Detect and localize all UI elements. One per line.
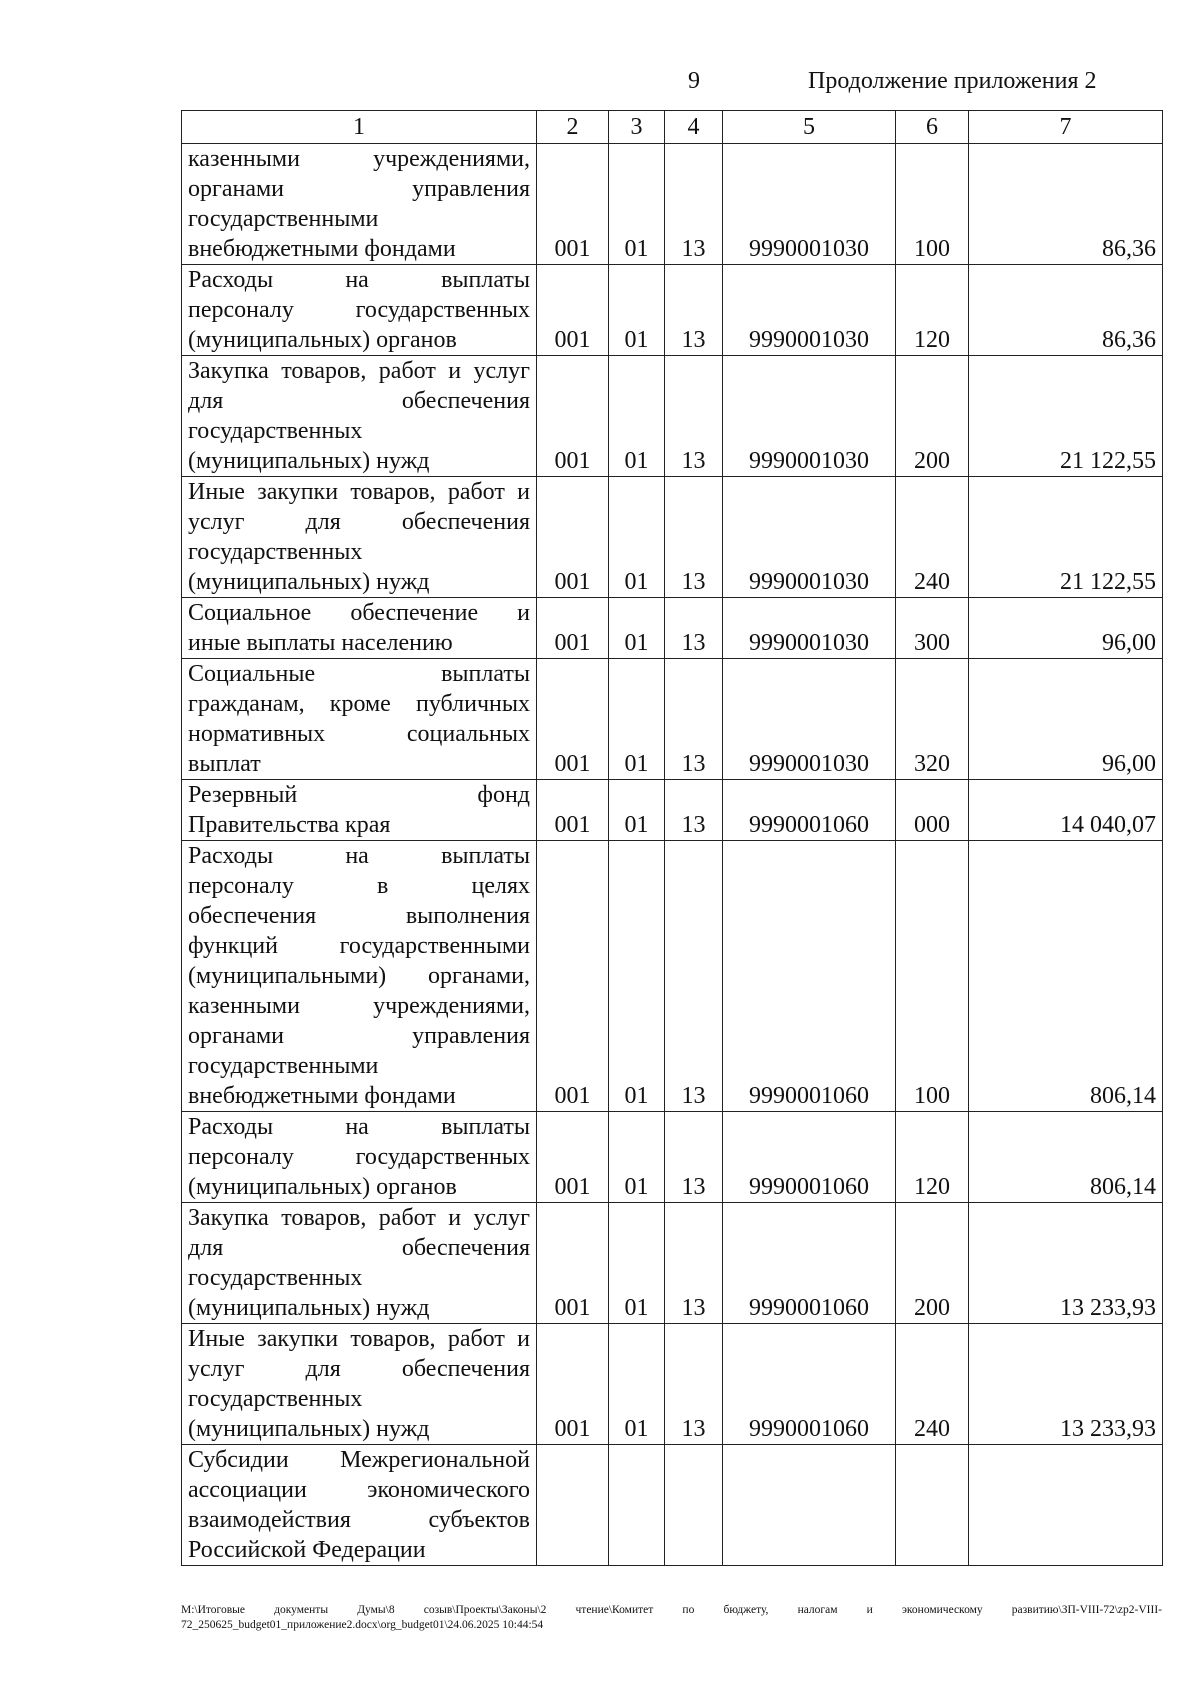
expense-name-line: государственных: [188, 1386, 363, 1412]
column-header: 4: [665, 111, 723, 144]
target-article-cell: 9990001060: [723, 1112, 896, 1203]
column-header: 3: [609, 111, 665, 144]
ministry-code-cell: 001: [537, 356, 609, 477]
subsection-code-cell: 13: [665, 1112, 723, 1203]
amount-cell: 96,00: [969, 598, 1163, 659]
expense-name-line: (муниципальных) нужд: [188, 448, 430, 474]
table-row: [182, 659, 1163, 780]
expense-name-line: Расходы на выплаты: [188, 1114, 530, 1140]
ministry-code-cell: 001: [537, 1203, 609, 1324]
subsection-code-cell: 13: [665, 598, 723, 659]
amount-cell: 13 233,93: [969, 1203, 1163, 1324]
expense-name-line: внебюджетными фондами: [188, 236, 456, 262]
expense-name-line: персоналу государственных: [188, 297, 530, 323]
target-article-cell: 9990001060: [723, 841, 896, 1112]
expense-name-line: (муниципальных) нужд: [188, 1416, 430, 1442]
expense-type-cell: 300: [896, 598, 969, 659]
expense-name-line: гражданам, кроме публичных: [188, 691, 530, 717]
subsection-code-cell: 13: [665, 144, 723, 265]
section-code-cell: 01: [609, 356, 665, 477]
table-header-row: [182, 111, 1163, 144]
amount-cell: 21 122,55: [969, 477, 1163, 598]
subsection-code-cell: 13: [665, 780, 723, 841]
table-row: [182, 144, 1163, 265]
expense-name-cell: [182, 1324, 537, 1445]
subsection-code-cell: 13: [665, 477, 723, 598]
ministry-code-cell: 001: [537, 598, 609, 659]
expense-name-line: услуг для обеспечения: [188, 509, 530, 535]
subsection-code-cell: 13: [665, 1203, 723, 1324]
section-code-cell: 01: [609, 659, 665, 780]
subsection-code-cell: 13: [665, 265, 723, 356]
target-article-cell: 9990001030: [723, 477, 896, 598]
section-code-cell: 01: [609, 144, 665, 265]
expense-name-line: персоналу государственных: [188, 1144, 530, 1170]
expense-name-line: казенными учреждениями,: [188, 993, 530, 1019]
page-number: 9: [688, 68, 700, 94]
expense-name-cell: [182, 1203, 537, 1324]
expense-name-line: выплат: [188, 751, 261, 777]
section-code-cell: 01: [609, 780, 665, 841]
target-article-cell: 9990001060: [723, 1203, 896, 1324]
expense-type-cell: 200: [896, 356, 969, 477]
ministry-code-cell: 001: [537, 1324, 609, 1445]
ministry-code-cell: 001: [537, 144, 609, 265]
expense-type-cell: 100: [896, 144, 969, 265]
table-row: [182, 841, 1163, 1112]
expense-name-line: (муниципальными) органами,: [188, 963, 530, 989]
expense-name-line: Иные закупки товаров, работ и: [188, 479, 530, 505]
ministry-code-cell: 001: [537, 477, 609, 598]
expense-name-cell: [182, 477, 537, 598]
section-code-cell: 01: [609, 841, 665, 1112]
expense-name-line: ассоциации экономического: [188, 1477, 530, 1503]
ministry-code-cell: [537, 1445, 609, 1566]
expense-name-line: взаимодействия субъектов: [188, 1507, 530, 1533]
expense-name-line: Резервный фонд: [188, 782, 530, 808]
expense-name-line: иные выплаты населению: [188, 630, 453, 656]
target-article-cell: 9990001030: [723, 598, 896, 659]
amount-cell: 13 233,93: [969, 1324, 1163, 1445]
expense-name-line: (муниципальных) нужд: [188, 569, 430, 595]
expense-name-cell: [182, 780, 537, 841]
column-header: 2: [537, 111, 609, 144]
amount-cell: 86,36: [969, 265, 1163, 356]
section-code-cell: 01: [609, 477, 665, 598]
table-row: [182, 1203, 1163, 1324]
expense-type-cell: 120: [896, 265, 969, 356]
expense-name-line: государственных: [188, 418, 363, 444]
expense-type-cell: 240: [896, 477, 969, 598]
expense-type-cell: 240: [896, 1324, 969, 1445]
target-article-cell: [723, 1445, 896, 1566]
target-article-cell: 9990001030: [723, 659, 896, 780]
expense-name-line: для обеспечения: [188, 388, 530, 414]
file-path-footer: M:\Итоговые документы Думы\8 созыв\Проекты\Законы\2 чтение\Комитет по бюджету, налогам и экономическому развитию\ЗП-VIII-72\zp2-VIII-72_250625_budget01_приложение2.docx\org_budget01\24.06.2025 10:44:54: [181, 1604, 1162, 1631]
ministry-code-cell: 001: [537, 265, 609, 356]
subsection-code-cell: 13: [665, 841, 723, 1112]
expense-name-line: (муниципальных) органов: [188, 327, 457, 353]
expense-name-cell: [182, 598, 537, 659]
table-row: [182, 265, 1163, 356]
subsection-code-cell: 13: [665, 1324, 723, 1445]
expense-name-line: Иные закупки товаров, работ и: [188, 1326, 530, 1352]
table-row: [182, 477, 1163, 598]
section-code-cell: 01: [609, 1324, 665, 1445]
table-row: [182, 1445, 1163, 1566]
section-code-cell: [609, 1445, 665, 1566]
expense-name-cell: [182, 841, 537, 1112]
expense-name-line: (муниципальных) органов: [188, 1174, 457, 1200]
expense-name-line: органами управления: [188, 1023, 530, 1049]
continuation-label: Продолжение приложения 2: [808, 68, 1097, 94]
expense-name-line: государственными: [188, 206, 379, 232]
column-header: 6: [896, 111, 969, 144]
amount-cell: 806,14: [969, 841, 1163, 1112]
expense-name-line: государственных: [188, 1265, 363, 1291]
expense-name-line: казенными учреждениями,: [188, 146, 530, 172]
column-header: 5: [723, 111, 896, 144]
amount-cell: 96,00: [969, 659, 1163, 780]
expense-name-line: Расходы на выплаты: [188, 267, 530, 293]
expense-name-line: Субсидии Межрегиональной: [188, 1447, 530, 1473]
section-code-cell: 01: [609, 1203, 665, 1324]
expense-name-line: государственных: [188, 539, 363, 565]
expense-name-line: обеспечения выполнения: [188, 903, 530, 929]
section-code-cell: 01: [609, 265, 665, 356]
table-row: [182, 598, 1163, 659]
expense-name-line: внебюджетными фондами: [188, 1083, 456, 1109]
table-body: [182, 144, 1163, 1566]
table-row: [182, 1112, 1163, 1203]
target-article-cell: 9990001060: [723, 1324, 896, 1445]
section-code-cell: 01: [609, 598, 665, 659]
expense-name-line: Социальное обеспечение и: [188, 600, 530, 626]
expense-name-line: Закупка товаров, работ и услуг: [188, 358, 530, 384]
expense-name-cell: [182, 1445, 537, 1566]
expense-type-cell: 320: [896, 659, 969, 780]
expense-type-cell: 000: [896, 780, 969, 841]
target-article-cell: 9990001030: [723, 144, 896, 265]
expense-name-line: Расходы на выплаты: [188, 843, 530, 869]
expense-name-cell: [182, 265, 537, 356]
table-row: [182, 780, 1163, 841]
ministry-code-cell: 001: [537, 659, 609, 780]
expense-name-line: функций государственными: [188, 933, 530, 959]
amount-cell: 21 122,55: [969, 356, 1163, 477]
expense-name-cell: [182, 659, 537, 780]
ministry-code-cell: 001: [537, 780, 609, 841]
expense-type-cell: 100: [896, 841, 969, 1112]
expense-name-line: Правительства края: [188, 812, 391, 838]
expense-name-line: Социальные выплаты: [188, 661, 530, 687]
expense-name-line: органами управления: [188, 176, 530, 202]
amount-cell: 14 040,07: [969, 780, 1163, 841]
expense-name-line: персоналу в целях: [188, 873, 530, 899]
ministry-code-cell: 001: [537, 1112, 609, 1203]
target-article-cell: 9990001060: [723, 780, 896, 841]
section-code-cell: 01: [609, 1112, 665, 1203]
column-header: 7: [969, 111, 1163, 144]
expense-name-line: Закупка товаров, работ и услуг: [188, 1205, 530, 1231]
column-header: 1: [182, 111, 537, 144]
expense-type-cell: 120: [896, 1112, 969, 1203]
expense-name-cell: [182, 144, 537, 265]
expense-name-line: (муниципальных) нужд: [188, 1295, 430, 1321]
table-row: [182, 1324, 1163, 1445]
expense-name-line: государственными: [188, 1053, 379, 1079]
target-article-cell: 9990001030: [723, 265, 896, 356]
expense-name-line: услуг для обеспечения: [188, 1356, 530, 1382]
budget-table: [181, 110, 1163, 1566]
expense-name-line: Российской Федерации: [188, 1537, 426, 1563]
amount-cell: 86,36: [969, 144, 1163, 265]
expense-type-cell: 200: [896, 1203, 969, 1324]
table-row: [182, 356, 1163, 477]
expense-name-cell: [182, 1112, 537, 1203]
target-article-cell: 9990001030: [723, 356, 896, 477]
subsection-code-cell: [665, 1445, 723, 1566]
amount-cell: [969, 1445, 1163, 1566]
subsection-code-cell: 13: [665, 659, 723, 780]
amount-cell: 806,14: [969, 1112, 1163, 1203]
subsection-code-cell: 13: [665, 356, 723, 477]
ministry-code-cell: 001: [537, 841, 609, 1112]
expense-name-line: нормативных социальных: [188, 721, 530, 747]
expense-type-cell: [896, 1445, 969, 1566]
expense-name-cell: [182, 356, 537, 477]
expense-name-line: для обеспечения: [188, 1235, 530, 1261]
